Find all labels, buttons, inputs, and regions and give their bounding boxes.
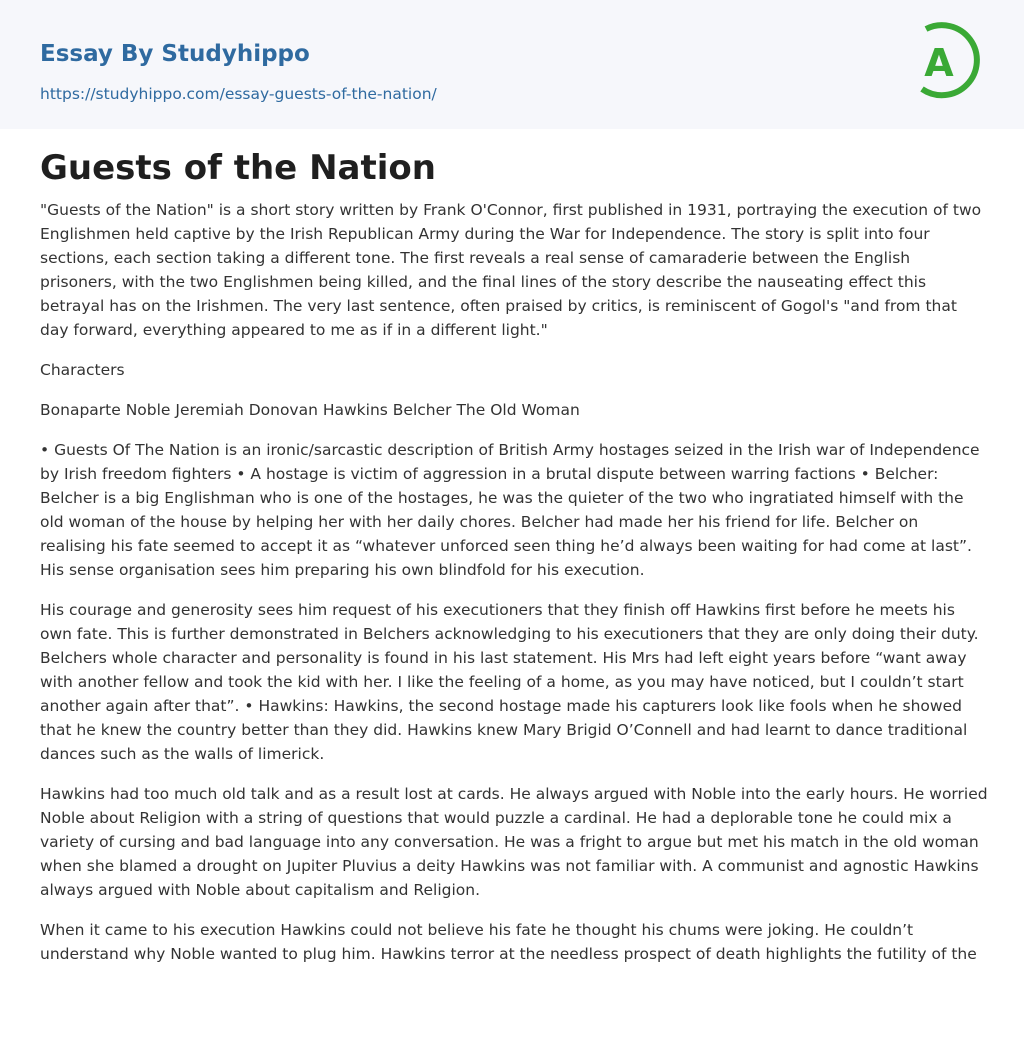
article-url-link[interactable]: https://studyhippo.com/essay-guests-of-the-nation/ (40, 85, 437, 103)
studyhippo-logo-icon[interactable] (912, 19, 986, 105)
paragraph-hawkins: Hawkins had too much old talk and as a result lost at cards. He always argued with Noble into the early hours. He worried Noble about Religion with a string of questions that would puzzle a cardinal. He had a deplorable tone he could mix a variety of cursing and bad language into any conversation. He was a fright to argue but met his match in the old woman when she blamed a drought on Jupiter Pluvius a deity Hawkins was not familiar with. A communist and agnostic Hawkins always argued with Noble about capitalism and Religion. (40, 785, 988, 899)
paragraph-execution: When it came to his execution Hawkins could not believe his fate he thought his chums were joking. He couldn’t understand why Noble wanted to plug him. Hawkins terror at the needless prospect of death highlights the futility of the (40, 921, 977, 963)
paragraph-characters-heading: Characters (40, 361, 125, 379)
article-content (40, 146, 988, 966)
page-title: Guests of the Nation (40, 148, 436, 188)
logo-letter: A (924, 41, 954, 85)
paragraph-belcher: • Guests Of The Nation is an ironic/sarcastic description of British Army hostages seized in the Irish war of Independence by Irish freedom fighters • A hostage is victim of aggression in a brutal dispute between warring factions • Belcher: Belcher is a big Englishman who is one of the hostages, he was the quieter of the two who ingratiated himself with the old woman of the house by helping her with her daily chores. Belcher had made her his friend for life. Belcher on realising his fate seemed to accept it as “whatever unforced seen thing he’d always been waiting for had come at last”. His sense organisation sees him preparing his own blindfold for his execution. (40, 441, 980, 579)
site-brand[interactable]: Essay By Studyhippo (40, 41, 310, 67)
paragraph-courage: His courage and generosity sees him request of his executioners that they finish off Hawkins first before he meets his own fate. This is further demonstrated in Belchers acknowledging to his executioners that they are only doing their duty. Belchers whole character and personality is found in his last statement. His Mrs had left eight years before “want away with another fellow and took the kid with her. I like the feeling of a home, as you may have noticed, but I couldn’t start another again after that”. • Hawkins: Hawkins, the second hostage made his capturers look like fools when he showed that he knew the country better than they did. Hawkins knew Mary Brigid O’Connell and had learnt to dance traditional dances such as the walls of limerick. (40, 601, 979, 763)
paragraph-character-list: Bonaparte Noble Jeremiah Donovan Hawkins Belcher The Old Woman (40, 401, 580, 419)
site-header (0, 0, 1024, 129)
paragraph-intro: "Guests of the Nation" is a short story written by Frank O'Connor, first published in 1931, portraying the execution of two Englishmen held captive by the Irish Republican Army during the War for Independence. The story is split into four sections, each section taking a different tone. The first reveals a real sense of camaraderie between the English prisoners, with the two Englishmen being killed, and the final lines of the story describe the nauseating effect this betrayal has on the Irishmen. The very last sentence, often praised by critics, is reminiscent of Gogol's "and from that day forward, everything appeared to me as if in a different light." (40, 201, 982, 339)
